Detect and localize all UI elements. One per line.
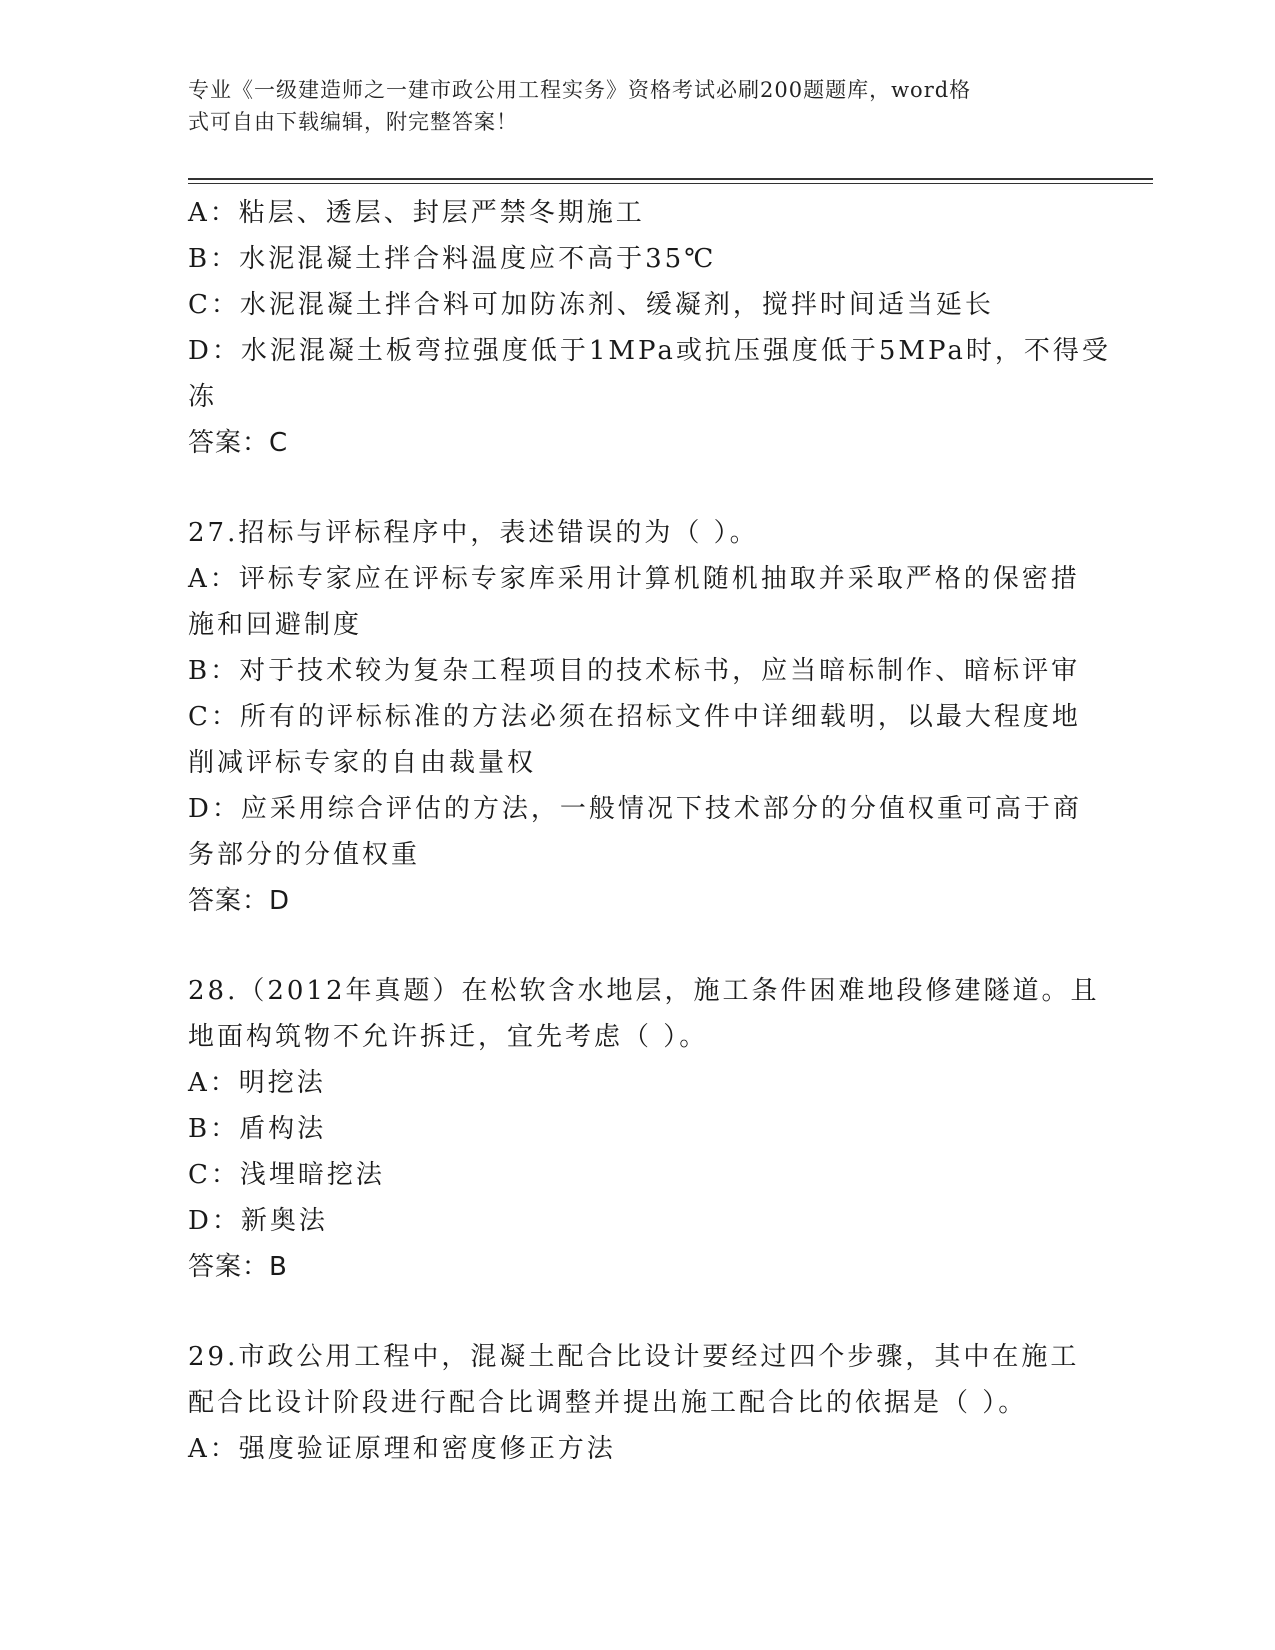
- header-line-1: 专业《一级建造师之一建市政公用工程实务》资格考试必刷200题题库，word格: [188, 78, 972, 102]
- option-a: A：评标专家应在评标专家库采用计算机随机抽取并采取严格的保密措: [188, 564, 1080, 594]
- answer-label: 答案：B: [188, 1252, 288, 1282]
- question-spacer: [188, 1290, 1088, 1334]
- question-26: [188, 190, 1111, 466]
- question-spacer: [188, 466, 1088, 510]
- option-d-continued: 务部分的分值权重: [188, 840, 421, 870]
- option-b: B：对于技术较为复杂工程项目的技术标书，应当暗标制作、暗标评审: [188, 656, 1081, 686]
- question-28: [188, 968, 1100, 1290]
- header-divider-thick: [188, 178, 1153, 180]
- option-a-continued: 施和回避制度: [188, 610, 363, 640]
- option-c-continued: 削减评标专家的自由裁量权: [188, 748, 537, 778]
- question-stem: 28.（2012年真题）在松软含水地层，施工条件困难地段修建隧道。且: [188, 976, 1100, 1006]
- option-a: A：强度验证原理和密度修正方法: [188, 1434, 616, 1464]
- answer-label: 答案：C: [188, 428, 289, 458]
- answer-label: 答案：D: [188, 886, 291, 916]
- header-divider-thin: [188, 183, 1153, 184]
- option-c: C：浅埋暗挖法: [188, 1160, 385, 1190]
- option-d: D：水泥混凝土板弯拉强度低于1MPa或抗压强度低于5MPa时，不得受: [188, 336, 1111, 366]
- option-a: A：明挖法: [188, 1068, 326, 1098]
- option-a: A：粘层、透层、封层严禁冬期施工: [188, 198, 645, 228]
- question-stem-continued: 配合比设计阶段进行配合比调整并提出施工配合比的依据是（ ）。: [188, 1388, 1028, 1418]
- option-c: C：水泥混凝土拌合料可加防冻剂、缓凝剂，搅拌时间适当延长: [188, 290, 994, 320]
- question-list: [188, 190, 1111, 1472]
- option-b: B：水泥混凝土拌合料温度应不高于35℃: [188, 244, 717, 274]
- document-header: [188, 74, 1068, 138]
- question-stem-continued: 地面构筑物不允许拆迁，宜先考虑（ ）。: [188, 1022, 709, 1052]
- question-29: [188, 1334, 1088, 1472]
- question-stem: 27.招标与评标程序中，表述错误的为（ ）。: [188, 518, 759, 548]
- question-stem: 29.市政公用工程中，混凝土配合比设计要经过四个步骤，其中在施工: [188, 1342, 1080, 1372]
- option-d-continued: 冻: [188, 382, 218, 412]
- option-d: D：新奥法: [188, 1206, 328, 1236]
- option-b: B：盾构法: [188, 1114, 327, 1144]
- question-spacer: [188, 924, 1088, 968]
- question-27: [188, 510, 1088, 924]
- option-d: D：应采用综合评估的方法，一般情况下技术部分的分值权重可高于商: [188, 794, 1082, 824]
- option-c: C：所有的评标标准的方法必须在招标文件中详细载明，以最大程度地: [188, 702, 1081, 732]
- header-line-2: 式可自由下载编辑，附完整答案！: [188, 110, 518, 134]
